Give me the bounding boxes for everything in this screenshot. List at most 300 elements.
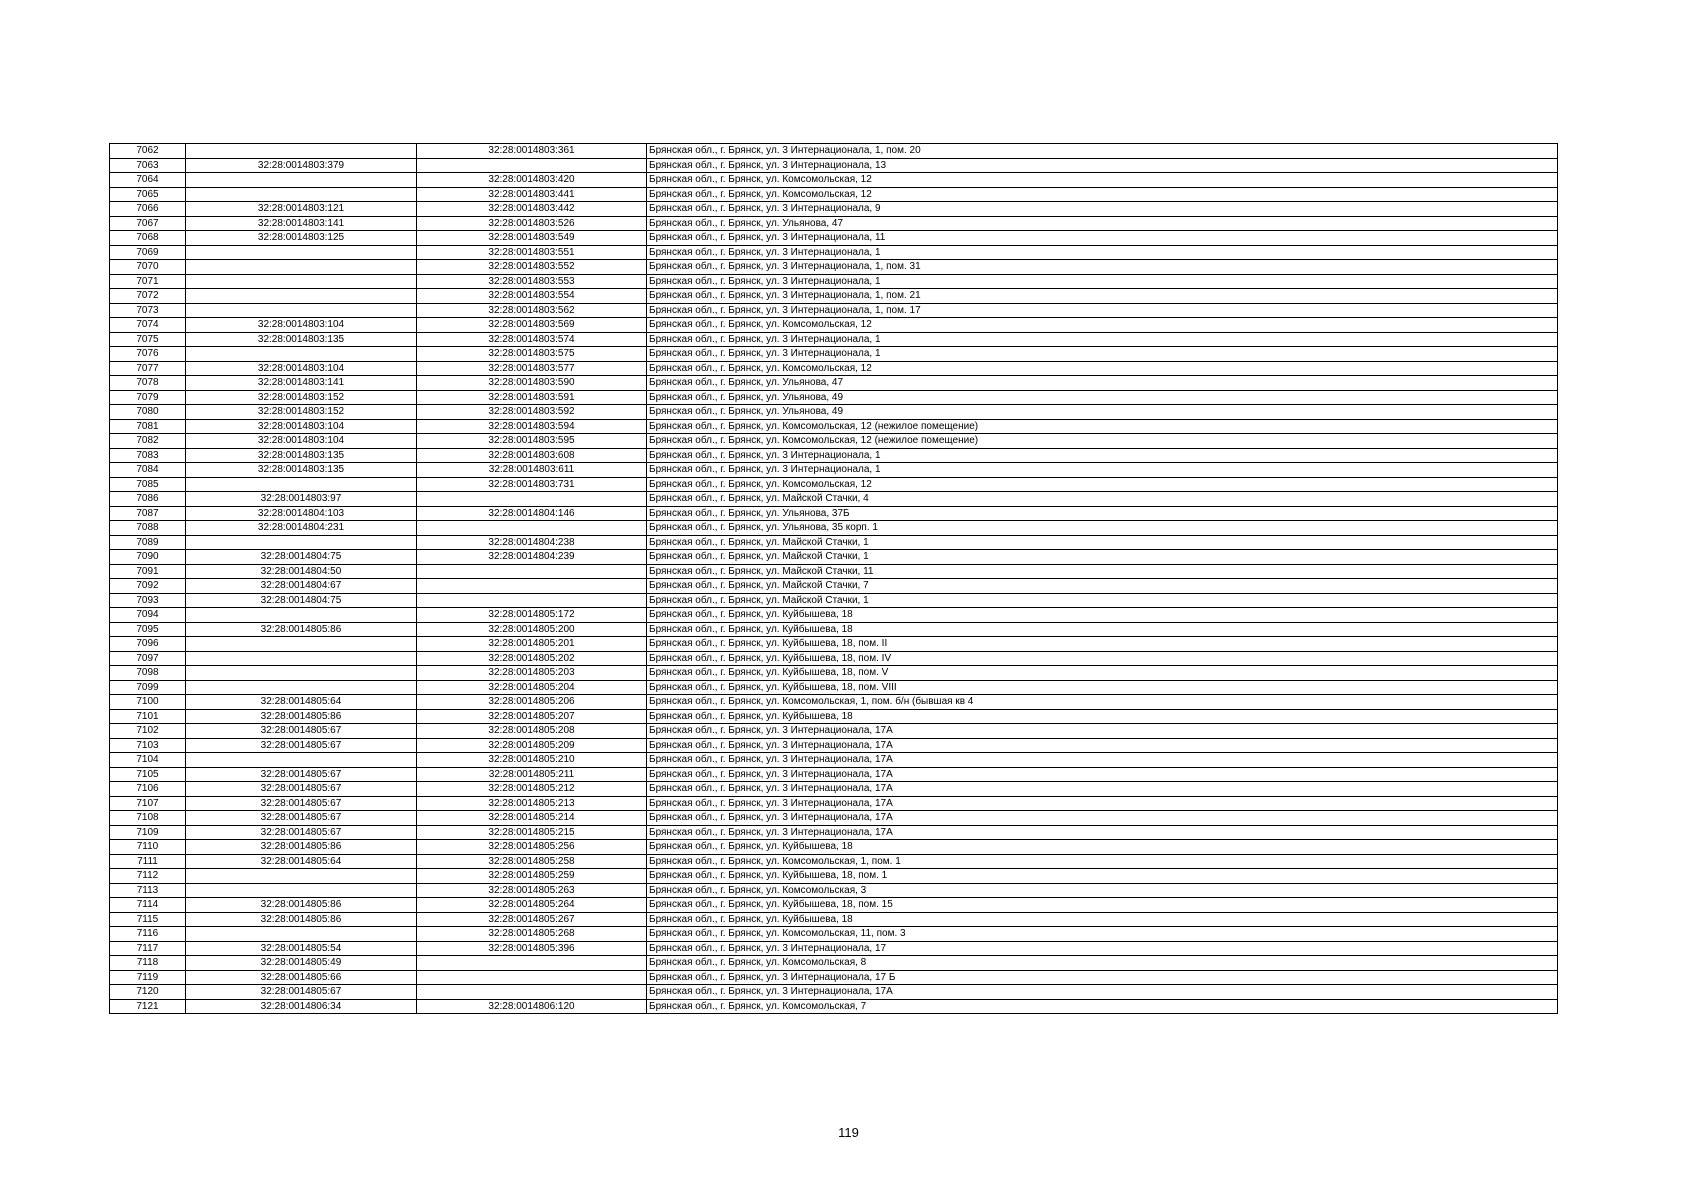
- building-cadastral-cell: [186, 303, 417, 318]
- row-number-cell: 7109: [110, 825, 186, 840]
- table-row: [110, 448, 1558, 463]
- address-cell: Брянская обл., г. Брянск, ул. Комсомольская, 3: [647, 883, 1558, 898]
- row-number-cell: 7117: [110, 941, 186, 956]
- unit-cadastral-cell: 32:28:0014803:554: [417, 289, 647, 304]
- building-cadastral-cell: 32:28:0014805:67: [186, 796, 417, 811]
- unit-cadastral-cell: 32:28:0014805:212: [417, 782, 647, 797]
- unit-cadastral-cell: 32:28:0014805:206: [417, 695, 647, 710]
- unit-cadastral-cell: 32:28:0014805:213: [417, 796, 647, 811]
- unit-cadastral-cell: 32:28:0014803:562: [417, 303, 647, 318]
- row-number-cell: 7083: [110, 448, 186, 463]
- row-number-cell: 7120: [110, 985, 186, 1000]
- page-number: 119: [838, 1125, 859, 1140]
- address-cell: Брянская обл., г. Брянск, ул. 3 Интернационала, 17 Б: [647, 970, 1558, 985]
- row-number-cell: 7097: [110, 651, 186, 666]
- unit-cadastral-cell: [417, 593, 647, 608]
- row-number-cell: 7110: [110, 840, 186, 855]
- table-row: [110, 463, 1558, 478]
- unit-cadastral-cell: [417, 579, 647, 594]
- address-cell: Брянская обл., г. Брянск, ул. Куйбышева, 18: [647, 608, 1558, 623]
- unit-cadastral-cell: 32:28:0014805:263: [417, 883, 647, 898]
- building-cadastral-cell: 32:28:0014803:97: [186, 492, 417, 507]
- address-cell: Брянская обл., г. Брянск, ул. 3 Интернационала, 17А: [647, 724, 1558, 739]
- building-cadastral-cell: 32:28:0014805:67: [186, 724, 417, 739]
- building-cadastral-cell: 32:28:0014803:379: [186, 158, 417, 173]
- address-cell: Брянская обл., г. Брянск, ул. Комсомольская, 12 (нежилое помещение): [647, 434, 1558, 449]
- unit-cadastral-cell: 32:28:0014804:238: [417, 535, 647, 550]
- unit-cadastral-cell: 32:28:0014803:611: [417, 463, 647, 478]
- building-cadastral-cell: 32:28:0014803:152: [186, 390, 417, 405]
- unit-cadastral-cell: 32:28:0014805:200: [417, 622, 647, 637]
- address-cell: Брянская обл., г. Брянск, ул. 3 Интернационала, 17А: [647, 753, 1558, 768]
- building-cadastral-cell: [186, 289, 417, 304]
- building-cadastral-cell: 32:28:0014805:67: [186, 738, 417, 753]
- row-number-cell: 7094: [110, 608, 186, 623]
- unit-cadastral-cell: 32:28:0014803:441: [417, 187, 647, 202]
- building-cadastral-cell: [186, 608, 417, 623]
- building-cadastral-cell: [186, 260, 417, 275]
- row-number-cell: 7111: [110, 854, 186, 869]
- address-cell: Брянская обл., г. Брянск, ул. Майской Стачки, 4: [647, 492, 1558, 507]
- table-row: [110, 477, 1558, 492]
- row-number-cell: 7089: [110, 535, 186, 550]
- building-cadastral-cell: [186, 927, 417, 942]
- address-cell: Брянская обл., г. Брянск, ул. Комсомольская, 12: [647, 318, 1558, 333]
- unit-cadastral-cell: 32:28:0014805:259: [417, 869, 647, 884]
- table-row: [110, 405, 1558, 420]
- row-number-cell: 7105: [110, 767, 186, 782]
- unit-cadastral-cell: 32:28:0014803:608: [417, 448, 647, 463]
- building-cadastral-cell: 32:28:0014803:135: [186, 463, 417, 478]
- unit-cadastral-cell: 32:28:0014804:146: [417, 506, 647, 521]
- table-row: [110, 753, 1558, 768]
- address-cell: Брянская обл., г. Брянск, ул. 3 Интернационала, 13: [647, 158, 1558, 173]
- unit-cadastral-cell: 32:28:0014803:731: [417, 477, 647, 492]
- building-cadastral-cell: [186, 535, 417, 550]
- address-cell: Брянская обл., г. Брянск, ул. Куйбышева, 18, пом. 1: [647, 869, 1558, 884]
- building-cadastral-cell: 32:28:0014803:141: [186, 216, 417, 231]
- unit-cadastral-cell: 32:28:0014805:204: [417, 680, 647, 695]
- building-cadastral-cell: [186, 883, 417, 898]
- unit-cadastral-cell: 32:28:0014805:203: [417, 666, 647, 681]
- address-cell: Брянская обл., г. Брянск, ул. 3 Интернационала, 1, пом. 21: [647, 289, 1558, 304]
- table-row: [110, 724, 1558, 739]
- row-number-cell: 7112: [110, 869, 186, 884]
- building-cadastral-cell: 32:28:0014805:67: [186, 767, 417, 782]
- row-number-cell: 7116: [110, 927, 186, 942]
- building-cadastral-cell: 32:28:0014805:86: [186, 840, 417, 855]
- address-cell: Брянская обл., г. Брянск, ул. Куйбышева, 18, пом. II: [647, 637, 1558, 652]
- address-cell: Брянская обл., г. Брянск, ул. 3 Интернационала, 17А: [647, 825, 1558, 840]
- table-row: [110, 564, 1558, 579]
- table-row: [110, 419, 1558, 434]
- unit-cadastral-cell: 32:28:0014803:442: [417, 202, 647, 217]
- unit-cadastral-cell: 32:28:0014805:215: [417, 825, 647, 840]
- address-cell: Брянская обл., г. Брянск, ул. Ульянова, 49: [647, 405, 1558, 420]
- table-row: [110, 347, 1558, 362]
- building-cadastral-cell: [186, 187, 417, 202]
- row-number-cell: 7093: [110, 593, 186, 608]
- table-row: [110, 738, 1558, 753]
- building-cadastral-cell: 32:28:0014806:34: [186, 999, 417, 1014]
- row-number-cell: 7065: [110, 187, 186, 202]
- row-number-cell: 7068: [110, 231, 186, 246]
- table-row: [110, 202, 1558, 217]
- building-cadastral-cell: 32:28:0014805:64: [186, 854, 417, 869]
- address-cell: Брянская обл., г. Брянск, ул. Куйбышева, 18: [647, 840, 1558, 855]
- row-number-cell: 7108: [110, 811, 186, 826]
- row-number-cell: 7103: [110, 738, 186, 753]
- address-cell: Брянская обл., г. Брянск, ул. Комсомольская, 12: [647, 187, 1558, 202]
- address-cell: Брянская обл., г. Брянск, ул. 3 Интернационала, 1: [647, 332, 1558, 347]
- unit-cadastral-cell: 32:28:0014803:595: [417, 434, 647, 449]
- row-number-cell: 7095: [110, 622, 186, 637]
- table-row: [110, 927, 1558, 942]
- building-cadastral-cell: 32:28:0014805:66: [186, 970, 417, 985]
- address-cell: Брянская обл., г. Брянск, ул. Комсомольская, 11, пом. 3: [647, 927, 1558, 942]
- address-cell: Брянская обл., г. Брянск, ул. 3 Интернационала, 17А: [647, 985, 1558, 1000]
- cadastral-table: [109, 143, 1558, 1014]
- row-number-cell: 7067: [110, 216, 186, 231]
- building-cadastral-cell: 32:28:0014805:67: [186, 985, 417, 1000]
- address-cell: Брянская обл., г. Брянск, ул. 3 Интернационала, 11: [647, 231, 1558, 246]
- row-number-cell: 7081: [110, 419, 186, 434]
- unit-cadastral-cell: 32:28:0014803:361: [417, 144, 647, 159]
- table-row: [110, 985, 1558, 1000]
- building-cadastral-cell: 32:28:0014803:135: [186, 332, 417, 347]
- row-number-cell: 7070: [110, 260, 186, 275]
- unit-cadastral-cell: 32:28:0014805:201: [417, 637, 647, 652]
- building-cadastral-cell: [186, 347, 417, 362]
- table-row: [110, 898, 1558, 913]
- unit-cadastral-cell: 32:28:0014805:208: [417, 724, 647, 739]
- address-cell: Брянская обл., г. Брянск, ул. Майской Стачки, 1: [647, 550, 1558, 565]
- address-cell: Брянская обл., г. Брянск, ул. Майской Стачки, 11: [647, 564, 1558, 579]
- building-cadastral-cell: 32:28:0014805:86: [186, 622, 417, 637]
- table-row: [110, 289, 1558, 304]
- table-row: [110, 187, 1558, 202]
- row-number-cell: 7115: [110, 912, 186, 927]
- address-cell: Брянская обл., г. Брянск, ул. 3 Интернационала, 1: [647, 245, 1558, 260]
- building-cadastral-cell: 32:28:0014803:104: [186, 419, 417, 434]
- address-cell: Брянская обл., г. Брянск, ул. Куйбышева, 18, пом. 15: [647, 898, 1558, 913]
- building-cadastral-cell: 32:28:0014805:54: [186, 941, 417, 956]
- address-cell: Брянская обл., г. Брянск, ул. 3 Интернационала, 1: [647, 347, 1558, 362]
- address-cell: Брянская обл., г. Брянск, ул. Куйбышева, 18, пом. IV: [647, 651, 1558, 666]
- row-number-cell: 7077: [110, 361, 186, 376]
- table-row: [110, 579, 1558, 594]
- unit-cadastral-cell: 32:28:0014803:420: [417, 173, 647, 188]
- unit-cadastral-cell: 32:28:0014803:575: [417, 347, 647, 362]
- address-cell: Брянская обл., г. Брянск, ул. Комсомольская, 12: [647, 361, 1558, 376]
- address-cell: Брянская обл., г. Брянск, ул. Ульянова, 37Б: [647, 506, 1558, 521]
- table-row: [110, 796, 1558, 811]
- address-cell: Брянская обл., г. Брянск, ул. Ульянова, 49: [647, 390, 1558, 405]
- table-row: [110, 999, 1558, 1014]
- unit-cadastral-cell: 32:28:0014805:211: [417, 767, 647, 782]
- unit-cadastral-cell: 32:28:0014805:207: [417, 709, 647, 724]
- building-cadastral-cell: 32:28:0014803:152: [186, 405, 417, 420]
- row-number-cell: 7069: [110, 245, 186, 260]
- row-number-cell: 7085: [110, 477, 186, 492]
- row-number-cell: 7100: [110, 695, 186, 710]
- table-row: [110, 332, 1558, 347]
- building-cadastral-cell: 32:28:0014803:104: [186, 318, 417, 333]
- unit-cadastral-cell: 32:28:0014803:591: [417, 390, 647, 405]
- row-number-cell: 7086: [110, 492, 186, 507]
- unit-cadastral-cell: 32:28:0014803:569: [417, 318, 647, 333]
- address-cell: Брянская обл., г. Брянск, ул. 3 Интернационала, 1: [647, 463, 1558, 478]
- row-number-cell: 7074: [110, 318, 186, 333]
- table-row: [110, 158, 1558, 173]
- table-row: [110, 869, 1558, 884]
- table-row: [110, 376, 1558, 391]
- row-number-cell: 7064: [110, 173, 186, 188]
- unit-cadastral-cell: 32:28:0014805:396: [417, 941, 647, 956]
- address-cell: Брянская обл., г. Брянск, ул. Комсомольская, 12: [647, 173, 1558, 188]
- row-number-cell: 7066: [110, 202, 186, 217]
- row-number-cell: 7113: [110, 883, 186, 898]
- unit-cadastral-cell: 32:28:0014805:202: [417, 651, 647, 666]
- address-cell: Брянская обл., г. Брянск, ул. 3 Интернационала, 1: [647, 274, 1558, 289]
- unit-cadastral-cell: 32:28:0014805:172: [417, 608, 647, 623]
- row-number-cell: 7107: [110, 796, 186, 811]
- address-cell: Брянская обл., г. Брянск, ул. 3 Интернационала, 17: [647, 941, 1558, 956]
- table-row: [110, 274, 1558, 289]
- address-cell: Брянская обл., г. Брянск, ул. 3 Интернационала, 17А: [647, 767, 1558, 782]
- address-cell: Брянская обл., г. Брянск, ул. 3 Интернационала, 17А: [647, 782, 1558, 797]
- table-row: [110, 811, 1558, 826]
- table-row: [110, 550, 1558, 565]
- table-row: [110, 840, 1558, 855]
- table-row: [110, 593, 1558, 608]
- address-cell: Брянская обл., г. Брянск, ул. 3 Интернационала, 1: [647, 448, 1558, 463]
- row-number-cell: 7073: [110, 303, 186, 318]
- address-cell: Брянская обл., г. Брянск, ул. 3 Интернационала, 1, пом. 31: [647, 260, 1558, 275]
- building-cadastral-cell: 32:28:0014805:86: [186, 709, 417, 724]
- unit-cadastral-cell: 32:28:0014803:551: [417, 245, 647, 260]
- row-number-cell: 7062: [110, 144, 186, 159]
- unit-cadastral-cell: 32:28:0014805:214: [417, 811, 647, 826]
- address-cell: Брянская обл., г. Брянск, ул. Куйбышева, 18: [647, 709, 1558, 724]
- table-row: [110, 361, 1558, 376]
- address-cell: Брянская обл., г. Брянск, ул. Куйбышева, 18: [647, 912, 1558, 927]
- table-row: [110, 883, 1558, 898]
- row-number-cell: 7079: [110, 390, 186, 405]
- table-row: [110, 492, 1558, 507]
- address-cell: Брянская обл., г. Брянск, ул. Куйбышева, 18, пом. VIII: [647, 680, 1558, 695]
- row-number-cell: 7071: [110, 274, 186, 289]
- unit-cadastral-cell: 32:28:0014805:267: [417, 912, 647, 927]
- building-cadastral-cell: 32:28:0014804:75: [186, 550, 417, 565]
- building-cadastral-cell: 32:28:0014805:86: [186, 898, 417, 913]
- address-cell: Брянская обл., г. Брянск, ул. Комсомольская, 1, пом. б/н (бывшая кв 4: [647, 695, 1558, 710]
- table-row: [110, 608, 1558, 623]
- row-number-cell: 7106: [110, 782, 186, 797]
- building-cadastral-cell: 32:28:0014805:67: [186, 782, 417, 797]
- row-number-cell: 7080: [110, 405, 186, 420]
- address-cell: Брянская обл., г. Брянск, ул. 3 Интернационала, 9: [647, 202, 1558, 217]
- table-row: [110, 318, 1558, 333]
- unit-cadastral-cell: [417, 521, 647, 536]
- table-row: [110, 782, 1558, 797]
- row-number-cell: 7098: [110, 666, 186, 681]
- row-number-cell: 7078: [110, 376, 186, 391]
- table-row: [110, 941, 1558, 956]
- unit-cadastral-cell: [417, 956, 647, 971]
- unit-cadastral-cell: 32:28:0014803:553: [417, 274, 647, 289]
- row-number-cell: 7091: [110, 564, 186, 579]
- address-cell: Брянская обл., г. Брянск, ул. Куйбышева, 18, пом. V: [647, 666, 1558, 681]
- table-row: [110, 651, 1558, 666]
- building-cadastral-cell: [186, 869, 417, 884]
- row-number-cell: 7102: [110, 724, 186, 739]
- row-number-cell: 7063: [110, 158, 186, 173]
- table-row: [110, 709, 1558, 724]
- row-number-cell: 7088: [110, 521, 186, 536]
- building-cadastral-cell: [186, 680, 417, 695]
- building-cadastral-cell: 32:28:0014804:75: [186, 593, 417, 608]
- unit-cadastral-cell: 32:28:0014803:574: [417, 332, 647, 347]
- row-number-cell: 7099: [110, 680, 186, 695]
- address-cell: Брянская обл., г. Брянск, ул. Ульянова, 47: [647, 216, 1558, 231]
- address-cell: Брянская обл., г. Брянск, ул. 3 Интернационала, 17А: [647, 811, 1558, 826]
- unit-cadastral-cell: 32:28:0014805:264: [417, 898, 647, 913]
- address-cell: Брянская обл., г. Брянск, ул. Майской Стачки, 1: [647, 535, 1558, 550]
- address-cell: Брянская обл., г. Брянск, ул. Комсомольская, 7: [647, 999, 1558, 1014]
- table-row: [110, 535, 1558, 550]
- row-number-cell: 7101: [110, 709, 186, 724]
- table-row: [110, 666, 1558, 681]
- row-number-cell: 7092: [110, 579, 186, 594]
- building-cadastral-cell: 32:28:0014805:67: [186, 825, 417, 840]
- table-row: [110, 637, 1558, 652]
- unit-cadastral-cell: [417, 970, 647, 985]
- table-row: [110, 521, 1558, 536]
- unit-cadastral-cell: [417, 985, 647, 1000]
- unit-cadastral-cell: 32:28:0014803:577: [417, 361, 647, 376]
- unit-cadastral-cell: [417, 158, 647, 173]
- building-cadastral-cell: [186, 245, 417, 260]
- unit-cadastral-cell: 32:28:0014805:258: [417, 854, 647, 869]
- address-cell: Брянская обл., г. Брянск, ул. 3 Интернационала, 17А: [647, 738, 1558, 753]
- row-number-cell: 7072: [110, 289, 186, 304]
- table-row: [110, 956, 1558, 971]
- address-cell: Брянская обл., г. Брянск, ул. Майской Стачки, 1: [647, 593, 1558, 608]
- unit-cadastral-cell: 32:28:0014805:210: [417, 753, 647, 768]
- building-cadastral-cell: 32:28:0014803:104: [186, 434, 417, 449]
- building-cadastral-cell: [186, 173, 417, 188]
- table-row: [110, 216, 1558, 231]
- row-number-cell: 7114: [110, 898, 186, 913]
- row-number-cell: 7118: [110, 956, 186, 971]
- row-number-cell: 7087: [110, 506, 186, 521]
- table-body: [110, 144, 1558, 1014]
- building-cadastral-cell: 32:28:0014803:104: [186, 361, 417, 376]
- building-cadastral-cell: 32:28:0014805:49: [186, 956, 417, 971]
- building-cadastral-cell: [186, 274, 417, 289]
- building-cadastral-cell: 32:28:0014804:103: [186, 506, 417, 521]
- table-row: [110, 303, 1558, 318]
- unit-cadastral-cell: 32:28:0014805:209: [417, 738, 647, 753]
- unit-cadastral-cell: 32:28:0014803:594: [417, 419, 647, 434]
- row-number-cell: 7084: [110, 463, 186, 478]
- unit-cadastral-cell: 32:28:0014803:549: [417, 231, 647, 246]
- address-cell: Брянская обл., г. Брянск, ул. Комсомольская, 8: [647, 956, 1558, 971]
- row-number-cell: 7075: [110, 332, 186, 347]
- unit-cadastral-cell: 32:28:0014803:552: [417, 260, 647, 275]
- address-cell: Брянская обл., г. Брянск, ул. Ульянова, 47: [647, 376, 1558, 391]
- table-row: [110, 390, 1558, 405]
- building-cadastral-cell: 32:28:0014804:67: [186, 579, 417, 594]
- table-row: [110, 970, 1558, 985]
- table-row: [110, 622, 1558, 637]
- row-number-cell: 7090: [110, 550, 186, 565]
- unit-cadastral-cell: 32:28:0014806:120: [417, 999, 647, 1014]
- table-row: [110, 912, 1558, 927]
- row-number-cell: 7104: [110, 753, 186, 768]
- unit-cadastral-cell: 32:28:0014805:256: [417, 840, 647, 855]
- table-row: [110, 144, 1558, 159]
- building-cadastral-cell: 32:28:0014803:125: [186, 231, 417, 246]
- table-row: [110, 245, 1558, 260]
- table-row: [110, 506, 1558, 521]
- address-cell: Брянская обл., г. Брянск, ул. Ульянова, 35 корп. 1: [647, 521, 1558, 536]
- building-cadastral-cell: 32:28:0014804:50: [186, 564, 417, 579]
- table-row: [110, 260, 1558, 275]
- row-number-cell: 7082: [110, 434, 186, 449]
- address-cell: Брянская обл., г. Брянск, ул. Комсомольская, 1, пом. 1: [647, 854, 1558, 869]
- building-cadastral-cell: 32:28:0014803:121: [186, 202, 417, 217]
- building-cadastral-cell: 32:28:0014803:135: [186, 448, 417, 463]
- address-cell: Брянская обл., г. Брянск, ул. Куйбышева, 18: [647, 622, 1558, 637]
- building-cadastral-cell: [186, 753, 417, 768]
- building-cadastral-cell: [186, 637, 417, 652]
- unit-cadastral-cell: 32:28:0014805:268: [417, 927, 647, 942]
- address-cell: Брянская обл., г. Брянск, ул. 3 Интернационала, 1, пом. 17: [647, 303, 1558, 318]
- table-row: [110, 434, 1558, 449]
- unit-cadastral-cell: [417, 564, 647, 579]
- row-number-cell: 7119: [110, 970, 186, 985]
- building-cadastral-cell: [186, 666, 417, 681]
- building-cadastral-cell: [186, 144, 417, 159]
- row-number-cell: 7076: [110, 347, 186, 362]
- table-row: [110, 854, 1558, 869]
- table-row: [110, 231, 1558, 246]
- building-cadastral-cell: [186, 477, 417, 492]
- table-row: [110, 767, 1558, 782]
- table-row: [110, 825, 1558, 840]
- building-cadastral-cell: 32:28:0014805:67: [186, 811, 417, 826]
- unit-cadastral-cell: [417, 492, 647, 507]
- address-cell: Брянская обл., г. Брянск, ул. Майской Стачки, 7: [647, 579, 1558, 594]
- address-cell: Брянская обл., г. Брянск, ул. Комсомольская, 12 (нежилое помещение): [647, 419, 1558, 434]
- unit-cadastral-cell: 32:28:0014803:526: [417, 216, 647, 231]
- table-row: [110, 695, 1558, 710]
- building-cadastral-cell: 32:28:0014804:231: [186, 521, 417, 536]
- building-cadastral-cell: [186, 651, 417, 666]
- address-cell: Брянская обл., г. Брянск, ул. Комсомольская, 12: [647, 477, 1558, 492]
- table-row: [110, 173, 1558, 188]
- unit-cadastral-cell: 32:28:0014804:239: [417, 550, 647, 565]
- building-cadastral-cell: 32:28:0014805:64: [186, 695, 417, 710]
- row-number-cell: 7121: [110, 999, 186, 1014]
- building-cadastral-cell: 32:28:0014803:141: [186, 376, 417, 391]
- address-cell: Брянская обл., г. Брянск, ул. 3 Интернационала, 1, пом. 20: [647, 144, 1558, 159]
- unit-cadastral-cell: 32:28:0014803:590: [417, 376, 647, 391]
- building-cadastral-cell: 32:28:0014805:86: [186, 912, 417, 927]
- row-number-cell: 7096: [110, 637, 186, 652]
